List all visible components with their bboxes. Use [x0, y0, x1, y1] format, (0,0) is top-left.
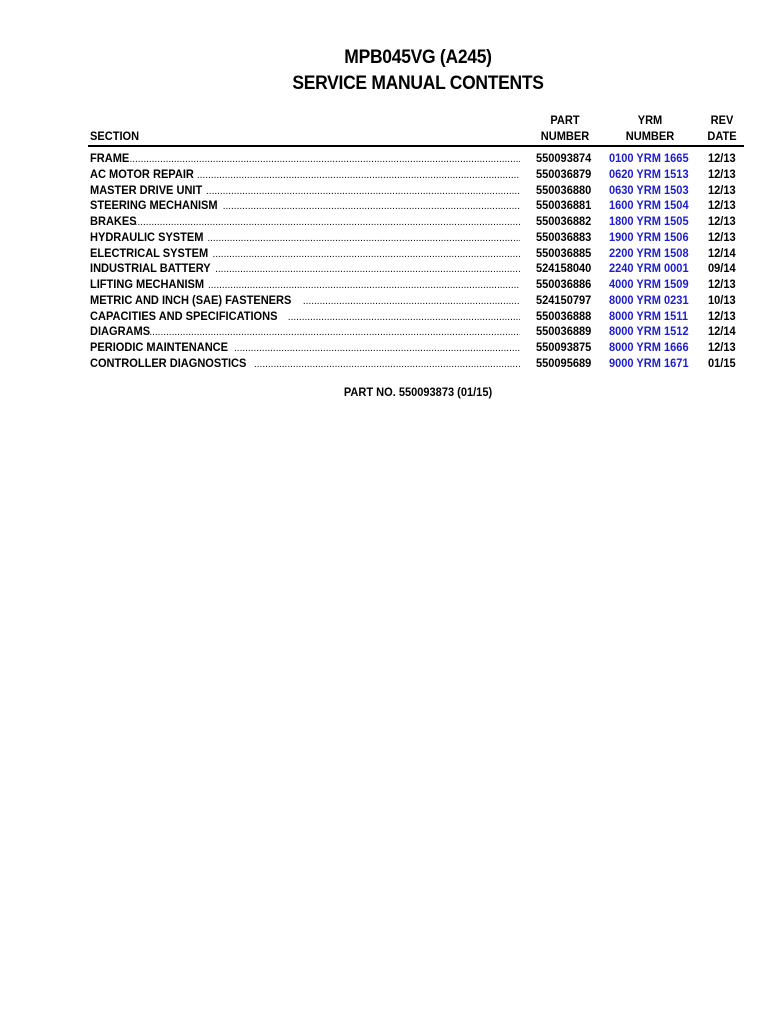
yrm-number-link[interactable]: 0630 YRM 1503 — [609, 182, 689, 197]
rev-date: 12/13 — [708, 229, 736, 244]
dot-leader — [215, 262, 520, 277]
part-number: 524150797 — [536, 292, 592, 307]
column-header-yrm-line1: YRM — [637, 113, 663, 127]
section-name: STEERING MECHANISM — [90, 198, 218, 213]
table-row — [90, 261, 750, 277]
section-cell — [90, 198, 520, 214]
section-name: PERIODIC MAINTENANCE — [90, 340, 229, 354]
dot-leader — [149, 325, 520, 340]
part-number: 550093874 — [536, 151, 592, 165]
rev-date: 10/13 — [708, 292, 736, 307]
column-header-rev-date — [702, 112, 742, 144]
column-header-section-label: SECTION — [90, 129, 140, 143]
yrm-number-link[interactable]: 1600 YRM 1504 — [609, 198, 689, 213]
dot-leader — [127, 152, 520, 167]
section-cell — [90, 230, 520, 246]
document-part-number: PART NO. 550093873 (01/15) — [343, 385, 493, 399]
part-number: 550036882 — [536, 214, 592, 228]
dot-leader — [135, 215, 520, 230]
table-row — [90, 230, 750, 246]
yrm-number-link[interactable]: 0100 YRM 1665 — [609, 151, 689, 165]
table-row — [90, 356, 750, 372]
section-name: HYDRAULIC SYSTEM — [90, 229, 204, 244]
section-cell — [90, 309, 520, 325]
dot-leader — [223, 199, 520, 214]
section-name: DIAGRAMS — [90, 324, 151, 339]
rev-date: 12/13 — [708, 166, 736, 181]
table-row — [90, 324, 750, 340]
part-number: 550095689 — [536, 355, 592, 370]
dot-leader — [207, 231, 520, 246]
rev-date: 12/13 — [708, 182, 736, 197]
section-name: BRAKES — [90, 214, 137, 228]
part-number: 550036880 — [536, 182, 592, 197]
yrm-number-link[interactable]: 2200 YRM 1508 — [609, 245, 689, 260]
part-number: 550036881 — [536, 198, 592, 213]
part-number: 550036885 — [536, 245, 592, 260]
section-name: AC MOTOR REPAIR — [90, 166, 194, 181]
section-cell — [90, 261, 520, 277]
section-name: CONTROLLER DIAGNOSTICS — [90, 355, 247, 370]
rev-date: 12/14 — [708, 324, 736, 339]
dot-leader — [303, 294, 520, 309]
dot-leader — [288, 310, 520, 325]
dot-leader — [206, 184, 520, 199]
yrm-number-link[interactable]: 8000 YRM 0231 — [609, 292, 689, 307]
rev-date: 12/14 — [708, 245, 736, 260]
document-subtitle: SERVICE MANUAL CONTENTS — [292, 73, 544, 94]
part-number: 550036886 — [536, 277, 592, 291]
header-divider — [88, 145, 744, 147]
section-name: METRIC AND INCH (SAE) FASTENERS — [90, 292, 292, 307]
section-cell — [90, 340, 520, 356]
rev-date: 12/13 — [708, 308, 736, 323]
yrm-number-link[interactable]: 8000 YRM 1666 — [609, 340, 689, 354]
yrm-number-link[interactable]: 1900 YRM 1506 — [609, 229, 689, 244]
yrm-number-link[interactable]: 1800 YRM 1505 — [609, 214, 689, 228]
dot-leader — [234, 341, 520, 356]
part-number: 524158040 — [536, 261, 592, 276]
dot-leader — [197, 168, 520, 183]
part-number: 550036883 — [536, 229, 592, 244]
column-header-rev-line1: REV — [710, 113, 734, 127]
part-number: 550036889 — [536, 324, 592, 339]
part-number: 550036879 — [536, 166, 592, 181]
yrm-number-link[interactable]: 4000 YRM 1509 — [609, 277, 689, 291]
contents-table — [90, 151, 750, 372]
table-row — [90, 183, 750, 199]
dot-leader — [208, 278, 520, 293]
section-cell — [90, 183, 520, 199]
section-name: ELECTRICAL SYSTEM — [90, 245, 209, 260]
table-row — [90, 167, 750, 183]
column-header-part-line2: NUMBER — [540, 129, 590, 143]
yrm-number-link[interactable]: 9000 YRM 1671 — [609, 355, 689, 370]
yrm-number-link[interactable]: 2240 YRM 0001 — [609, 261, 689, 276]
section-name: INDUSTRIAL BATTERY — [90, 261, 211, 276]
section-cell — [90, 277, 520, 293]
rev-date: 12/13 — [708, 277, 736, 291]
rev-date: 12/13 — [708, 214, 736, 228]
table-row — [90, 277, 750, 293]
section-cell — [90, 246, 520, 262]
table-row — [90, 198, 750, 214]
document-title: MPB045VG (A245) — [344, 47, 492, 68]
column-header-part-number — [533, 112, 597, 144]
column-header-part-line1: PART — [550, 113, 580, 127]
table-row — [90, 151, 750, 167]
column-header-section — [90, 128, 139, 144]
section-cell — [90, 151, 520, 167]
section-cell — [90, 293, 520, 309]
dot-leader — [212, 247, 520, 262]
column-header-yrm-number — [617, 112, 683, 144]
section-name: CAPACITIES AND SPECIFICATIONS — [90, 308, 278, 323]
rev-date: 09/14 — [708, 261, 736, 276]
section-cell — [90, 324, 520, 340]
section-name: FRAME — [90, 151, 130, 165]
dot-leader — [254, 357, 520, 372]
column-header-yrm-line2: NUMBER — [625, 129, 675, 143]
table-row — [90, 214, 750, 230]
part-number: 550036888 — [536, 308, 592, 323]
section-name: LIFTING MECHANISM — [90, 277, 205, 291]
table-row — [90, 340, 750, 356]
rev-date: 12/13 — [708, 151, 736, 165]
part-number: 550093875 — [536, 340, 592, 354]
yrm-number-link[interactable]: 8000 YRM 1511 — [609, 308, 688, 323]
section-cell — [90, 214, 520, 230]
yrm-number-link[interactable]: 8000 YRM 1512 — [609, 324, 689, 339]
column-header-rev-line2: DATE — [707, 129, 737, 143]
yrm-number-link[interactable]: 0620 YRM 1513 — [609, 166, 689, 181]
rev-date: 01/15 — [708, 355, 736, 370]
table-row — [90, 246, 750, 262]
rev-date: 12/13 — [708, 340, 736, 354]
table-row — [90, 309, 750, 325]
table-row — [90, 293, 750, 309]
section-cell — [90, 167, 520, 183]
rev-date: 12/13 — [708, 198, 736, 213]
section-name: MASTER DRIVE UNIT — [90, 182, 203, 197]
section-cell — [90, 356, 520, 372]
